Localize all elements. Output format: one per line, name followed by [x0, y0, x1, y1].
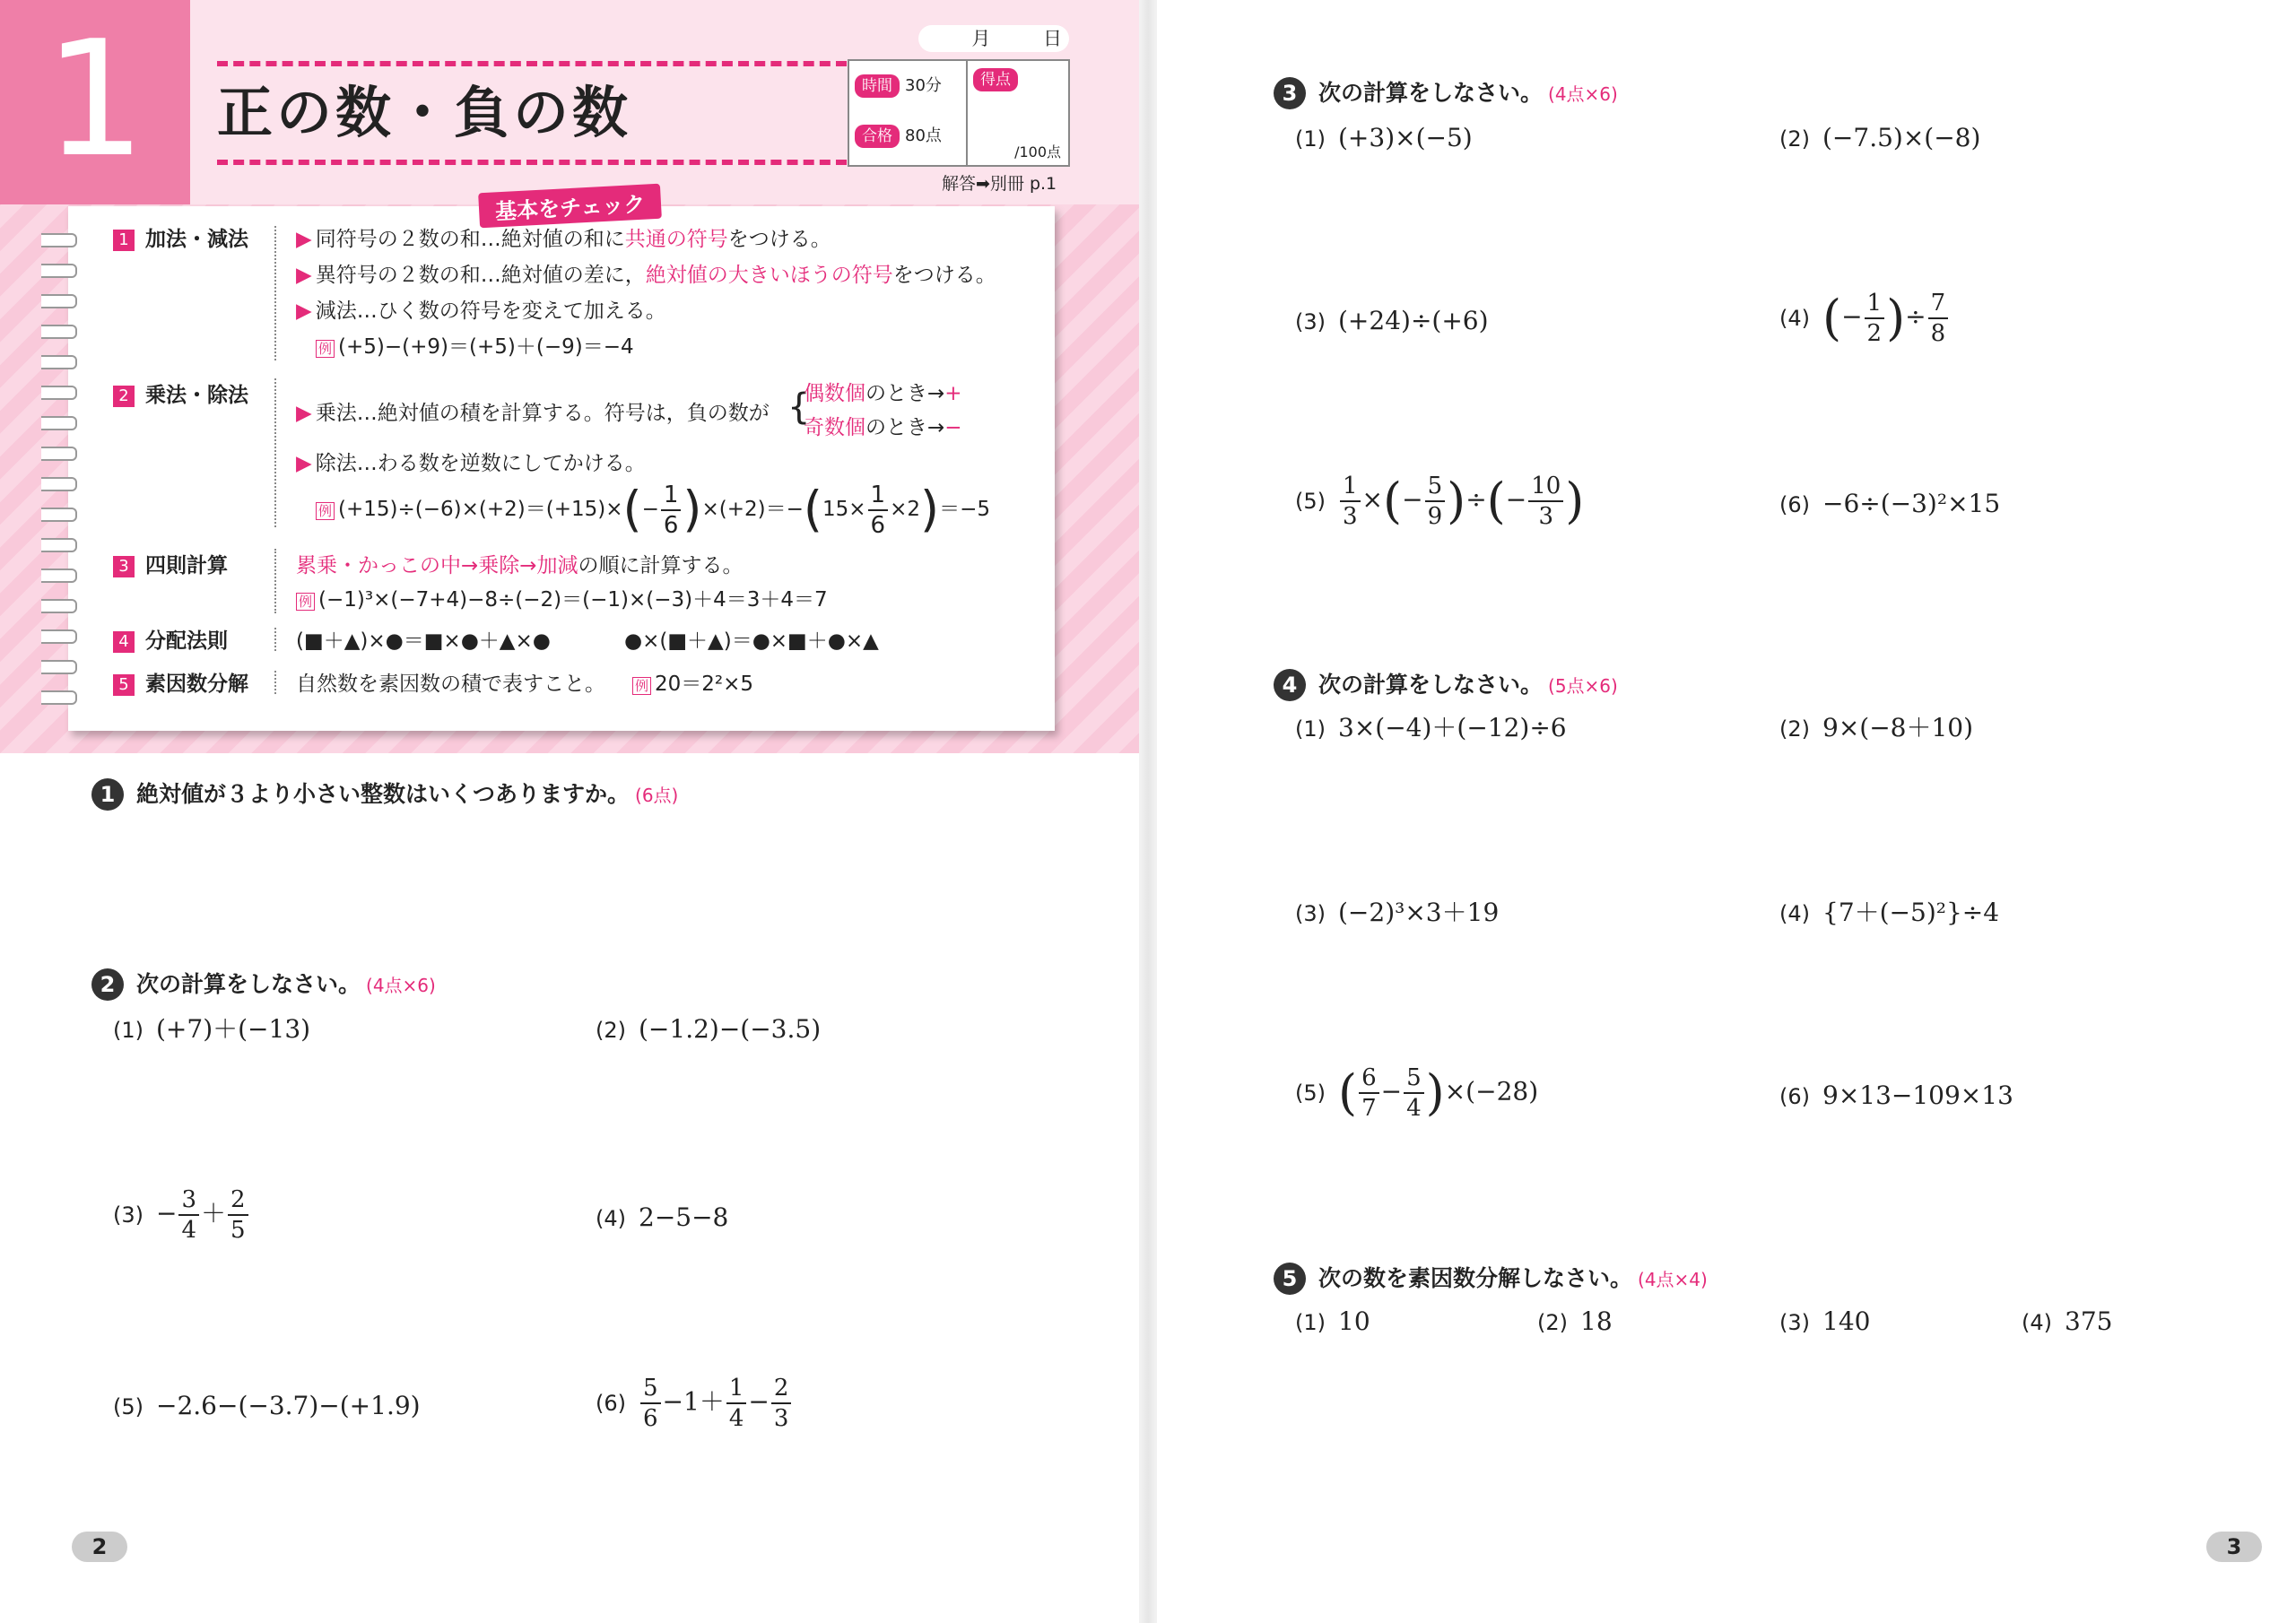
bullet-icon: ▶: [296, 402, 312, 425]
section-title: 加法・減法: [145, 228, 248, 251]
bullet-icon: ▶: [296, 299, 312, 323]
numerator: 7: [1928, 289, 1949, 319]
chapter-title: 正の数・負の数: [217, 80, 632, 145]
spiral-ring: [41, 264, 77, 278]
problem-expression: −: [1402, 484, 1423, 515]
problem-5-1: [1295, 1304, 1370, 1341]
factorization-definition: [296, 667, 753, 701]
question-text: 絶対値が３より小さい整数はいくつありますか。: [136, 781, 631, 807]
denominator: 7: [1361, 1095, 1377, 1122]
problem-expression: −: [156, 1198, 178, 1228]
numerator: 3: [178, 1185, 199, 1216]
score-box[interactable]: [966, 59, 1070, 167]
problem-expression: −6÷(−3)²×15: [1822, 489, 2001, 518]
problem-2-2: [596, 1011, 821, 1048]
problem-5-2: [1537, 1304, 1613, 1341]
problem-4-4: [1779, 895, 1999, 932]
numerator: 6: [1359, 1063, 1379, 1094]
problem-label: (5): [113, 1394, 144, 1419]
rule-text: のとき→: [865, 416, 945, 439]
problem-5-3: [1779, 1304, 1870, 1341]
fraction: [178, 1185, 199, 1245]
problem-3-4: [1779, 289, 1950, 348]
problem-expression: 375: [2065, 1306, 2113, 1336]
example-label: 例: [296, 593, 315, 611]
question-number: 4: [1274, 669, 1306, 701]
problem-4-3: [1295, 895, 1499, 932]
bullet-icon: ▶: [296, 452, 312, 475]
problem-label: (2): [1779, 126, 1810, 152]
section-title: 素因数分解: [145, 673, 248, 696]
problem-expression: 9×(−8＋10): [1822, 713, 1974, 742]
time-value: 30分: [905, 76, 942, 95]
bullet-icon: ▶: [296, 228, 312, 251]
rule-diff-sign: [296, 258, 996, 292]
paren-open: (: [1822, 290, 1842, 346]
question-2: [91, 967, 436, 1003]
question-points: (4点×4): [1638, 1269, 1708, 1290]
problem-expression: ×: [1361, 484, 1384, 515]
page-number: 3: [2206, 1532, 2262, 1562]
problem-2-3: [113, 1185, 250, 1245]
problem-label: (6): [1779, 1084, 1810, 1109]
question-1: [91, 777, 678, 813]
paren-open: (: [1383, 473, 1403, 529]
question-3: [1274, 75, 1618, 112]
problem-label: (1): [1295, 126, 1326, 152]
distributive-formula-2: ●×(■＋▲)＝●×■＋●×▲: [624, 629, 879, 653]
problem-4-6: [1779, 1078, 2013, 1115]
day-label: 日: [1043, 28, 1062, 49]
example-1: [316, 330, 634, 364]
spiral-ring: [41, 660, 77, 674]
denominator: 6: [663, 511, 679, 539]
fraction: [1404, 1063, 1424, 1123]
problem-label: (4): [1779, 305, 1810, 331]
question-points: (4点×6): [366, 975, 436, 996]
problem-2-4: [596, 1200, 728, 1237]
numerator: 5: [640, 1374, 661, 1404]
problem-expression: {7＋(−5)²}÷4: [1822, 898, 2000, 927]
rule-text: 自然数を素因数の積で表すこと。: [296, 673, 605, 696]
rule-odd: [804, 411, 962, 445]
numerator: 2: [228, 1185, 248, 1216]
section-title: 乗法・除法: [145, 384, 248, 407]
spiral-ring: [41, 477, 77, 491]
numerator: 10: [1528, 472, 1563, 502]
divider: [274, 226, 276, 360]
left-page: [0, 0, 1139, 1623]
problem-2-5: [113, 1388, 421, 1425]
question-4: [1274, 667, 1618, 704]
problem-label: (3): [1295, 901, 1326, 926]
question-number: 3: [1274, 77, 1306, 109]
spiral-ring: [41, 416, 77, 430]
problem-5-4: [2022, 1304, 2112, 1341]
question-text: 次の計算をしなさい。: [136, 971, 361, 997]
problem-label: (6): [596, 1390, 626, 1416]
problem-label: (5): [1295, 1080, 1326, 1106]
denominator: 6: [643, 1405, 658, 1432]
paren-open: (: [1338, 1064, 1358, 1121]
rule-highlight: 奇数個: [804, 416, 865, 439]
example-text: ×(+2)＝−: [701, 498, 804, 521]
answer-reference: 解答➡別冊 p.1: [942, 174, 1057, 194]
question-text: 次の計算をしなさい。: [1318, 80, 1544, 106]
rule-text: をつける。: [727, 228, 831, 251]
rule-text: 同符号の２数の和…絶対値の和に: [315, 228, 625, 251]
problem-label: (2): [1779, 716, 1810, 742]
problem-expression: 2−5−8: [639, 1202, 729, 1232]
fraction: [868, 481, 889, 540]
rule-multiplication: [296, 396, 770, 430]
section-number: 4: [113, 631, 135, 653]
rule-text: 減法…ひく数の符号を変えて加える。: [315, 299, 666, 323]
spiral-ring: [41, 325, 77, 339]
time-label: 時間: [855, 74, 900, 98]
fraction: [726, 1374, 747, 1433]
problem-expression: −: [1505, 484, 1527, 515]
rule-highlight: 累乗・かっこの中→乗除→加減: [296, 554, 578, 577]
denominator: 2: [1866, 320, 1883, 347]
problem-3-1: [1295, 120, 1473, 157]
check-section-2: [113, 378, 248, 412]
problem-expression: 3×(−4)＋(−12)÷6: [1338, 713, 1567, 742]
title-dash-bottom: [217, 160, 847, 165]
question-text: 次の計算をしなさい。: [1318, 672, 1544, 698]
problem-3-3: [1295, 303, 1489, 340]
numerator: 1: [868, 481, 889, 511]
book-gutter: [1139, 0, 1157, 1623]
denominator: 3: [1343, 503, 1358, 530]
problem-label: (3): [113, 1202, 144, 1228]
bullet-icon: ▶: [296, 264, 312, 287]
problem-expression: −2.6−(−3.7)−(+1.9): [156, 1391, 421, 1420]
example-2: [316, 477, 990, 542]
problem-expression: (+3)×(−5): [1338, 123, 1473, 152]
problem-4-1: [1295, 710, 1567, 747]
rule-text: 乗法…絶対値の積を計算する。符号は，負の数が: [315, 402, 770, 425]
question-number: 1: [91, 778, 124, 811]
title-panel: [190, 0, 1139, 204]
question-text: 次の数を素因数分解しなさい。: [1318, 1265, 1633, 1291]
divider: [274, 378, 276, 527]
spiral-ring: [41, 294, 77, 308]
example-text: (+5)−(+9)＝(+5)＋(−9)＝−4: [338, 335, 634, 359]
problem-expression: −: [748, 1386, 770, 1417]
problem-expression: ×(−28): [1444, 1076, 1539, 1107]
spiral-ring: [41, 508, 77, 522]
rule-text: をつける。: [892, 264, 996, 287]
section-number: 3: [113, 556, 135, 577]
spiral-ring: [41, 355, 77, 369]
rule-highlight: 共通の符号: [624, 228, 728, 251]
time-pass-box: [848, 59, 968, 167]
paren-close: ): [919, 481, 940, 538]
example-text: (−1)³×(−7+4)−8÷(−2)＝(−1)×(−3)＋4＝3＋4＝7: [318, 588, 828, 612]
numerator: 1: [1340, 472, 1361, 502]
question-5: [1274, 1261, 1708, 1298]
fraction: [640, 1374, 661, 1433]
spiral-ring: [41, 447, 77, 461]
problem-label: (1): [1295, 1310, 1326, 1335]
problem-3-5: [1295, 472, 1584, 531]
problem-label: (2): [1537, 1310, 1568, 1335]
rule-order: [296, 549, 744, 583]
chapter-number: 1: [44, 6, 146, 192]
question-points: (4点×6): [1548, 83, 1618, 105]
rule-highlight: 絶対値の大きいほうの符号: [645, 264, 893, 287]
spiral-ring: [41, 233, 77, 247]
fraction: [1928, 289, 1949, 348]
fraction: [1528, 472, 1563, 531]
sign-minus: −: [944, 416, 962, 439]
denominator: 6: [870, 511, 886, 539]
section-number: 5: [113, 674, 135, 696]
example-label: 例: [632, 677, 651, 695]
numerator: 1: [726, 1374, 747, 1404]
spiral-ring: [41, 599, 77, 613]
check-section-4: [113, 624, 228, 658]
fraction: [228, 1185, 248, 1245]
problem-expression: 10: [1338, 1306, 1370, 1336]
example-label: 例: [316, 502, 335, 520]
paren-close: ): [1447, 473, 1466, 529]
page-number: 2: [72, 1532, 127, 1562]
divider: [274, 628, 276, 651]
example-text: 20＝2²×5: [655, 673, 754, 696]
problem-2-1: [113, 1011, 310, 1048]
check-section-3: [113, 549, 228, 583]
problem-expression: (+7)＋(−13): [156, 1014, 311, 1044]
pass-label: 合格: [855, 125, 900, 148]
divider: [274, 671, 276, 694]
distributive-formula-1: (■＋▲)×●＝■×●＋▲×●: [296, 629, 551, 653]
paren-open: (: [1486, 473, 1506, 529]
problem-label: (3): [1295, 309, 1326, 334]
problem-label: (5): [1295, 488, 1326, 514]
question-number: 5: [1274, 1263, 1306, 1295]
problem-label: (4): [596, 1206, 626, 1231]
rule-highlight: 偶数個: [804, 382, 865, 405]
problem-label: (1): [113, 1018, 144, 1043]
paren-close: ): [1565, 473, 1585, 529]
chapter-tab: [0, 0, 190, 204]
check-section-5: [113, 667, 248, 701]
section-number: 1: [113, 230, 135, 251]
denominator: 4: [181, 1217, 197, 1244]
score-label: 得点: [973, 68, 1018, 91]
problem-expression: ÷: [1905, 301, 1926, 332]
problem-expression: ÷: [1465, 484, 1487, 515]
example-3: [296, 583, 828, 617]
problem-expression: (−7.5)×(−8): [1822, 123, 1981, 152]
score-total: /100点: [1014, 143, 1061, 161]
problem-label: (6): [1779, 492, 1810, 517]
problem-expression: (+24)÷(+6): [1338, 306, 1489, 335]
problem-expression: −: [1380, 1076, 1403, 1107]
section-title: 分配法則: [145, 629, 228, 653]
fraction: [1359, 1063, 1379, 1123]
paren-close: ): [1425, 1064, 1445, 1121]
sign-plus: +: [944, 382, 962, 405]
paren-open: (: [622, 481, 642, 538]
numerator: 1: [661, 481, 682, 511]
question-points: (6点): [635, 785, 679, 806]
rule-division: [296, 447, 646, 481]
example-text: −: [641, 498, 659, 521]
paren-close: ): [683, 481, 702, 538]
section-number: 2: [113, 386, 135, 407]
denominator: 5: [230, 1217, 246, 1244]
problem-expression: (−2)³×3＋19: [1338, 898, 1500, 927]
question-number: 2: [91, 968, 124, 1001]
pass-value: 80点: [905, 126, 942, 145]
rule-text: のとき→: [865, 382, 945, 405]
example-label: 例: [316, 340, 335, 358]
basic-check-box: [68, 191, 1055, 731]
problem-expression: 18: [1580, 1306, 1613, 1336]
denominator: 4: [728, 1405, 744, 1432]
rule-text: 異符号の２数の和…絶対値の差に，: [315, 264, 646, 287]
problem-label: (3): [1779, 1310, 1810, 1335]
rule-subtraction: [296, 294, 666, 328]
check-section-1: [113, 222, 248, 256]
rule-text: の順に計算する。: [578, 554, 744, 577]
example-text: (+15)÷(−6)×(+2)＝(+15)×: [338, 498, 623, 521]
fraction: [1340, 472, 1361, 531]
problem-4-2: [1779, 710, 1973, 747]
problem-label: (4): [1779, 901, 1810, 926]
problem-expression: 140: [1822, 1306, 1871, 1336]
problem-3-6: [1779, 486, 2000, 523]
spiral-ring: [41, 629, 77, 644]
denominator: 3: [1538, 503, 1554, 530]
fraction: [1865, 289, 1885, 348]
problem-expression: (−1.2)−(−3.5): [639, 1014, 822, 1044]
problem-3-2: [1779, 120, 1980, 157]
problem-expression: ＋: [201, 1198, 227, 1228]
fraction: [771, 1374, 792, 1433]
numerator: 1: [1865, 289, 1885, 319]
fraction: [661, 481, 682, 540]
denominator: 3: [773, 1405, 789, 1432]
brace-icon: {: [787, 386, 811, 428]
paren-close: ): [1886, 290, 1906, 346]
numerator: 5: [1404, 1063, 1424, 1094]
problem-expression: 9×13−109×13: [1822, 1081, 2013, 1110]
denominator: 9: [1427, 503, 1443, 530]
numerator: 2: [771, 1374, 792, 1404]
month-label: 月: [971, 28, 991, 49]
problem-2-6: [596, 1374, 793, 1433]
problem-label: (1): [1295, 716, 1326, 742]
denominator: 8: [1930, 320, 1946, 347]
example-text: ×2: [890, 498, 920, 521]
rule-text: 除法…わる数を逆数にしてかける。: [315, 452, 646, 475]
example-text: ＝−5: [939, 498, 990, 521]
fraction: [1425, 472, 1446, 531]
paren-open: (: [803, 481, 822, 538]
problem-4-5: [1295, 1063, 1538, 1123]
right-page: [1157, 0, 2296, 1623]
problem-expression: −: [1841, 301, 1863, 332]
time-row: [855, 68, 942, 104]
spiral-ring: [41, 568, 77, 583]
problem-expression: −1＋: [662, 1386, 725, 1417]
example-text: 15×: [822, 498, 866, 521]
question-points: (5点×6): [1548, 675, 1618, 697]
numerator: 5: [1425, 472, 1446, 502]
problem-label: (4): [2022, 1310, 2052, 1335]
date-field[interactable]: [918, 25, 1069, 52]
check-ribbon: 基本をチェック: [478, 184, 662, 229]
title-dash-top: [217, 61, 847, 66]
pass-row: [855, 118, 942, 154]
problem-label: (2): [596, 1018, 626, 1043]
rule-same-sign: [296, 222, 831, 256]
spiral-ring: [41, 690, 77, 705]
denominator: 4: [1406, 1095, 1422, 1122]
spiral-ring: [41, 386, 77, 400]
spiral-ring: [41, 538, 77, 552]
section-title: 四則計算: [145, 554, 228, 577]
rule-even: [804, 377, 962, 411]
divider: [274, 549, 276, 613]
